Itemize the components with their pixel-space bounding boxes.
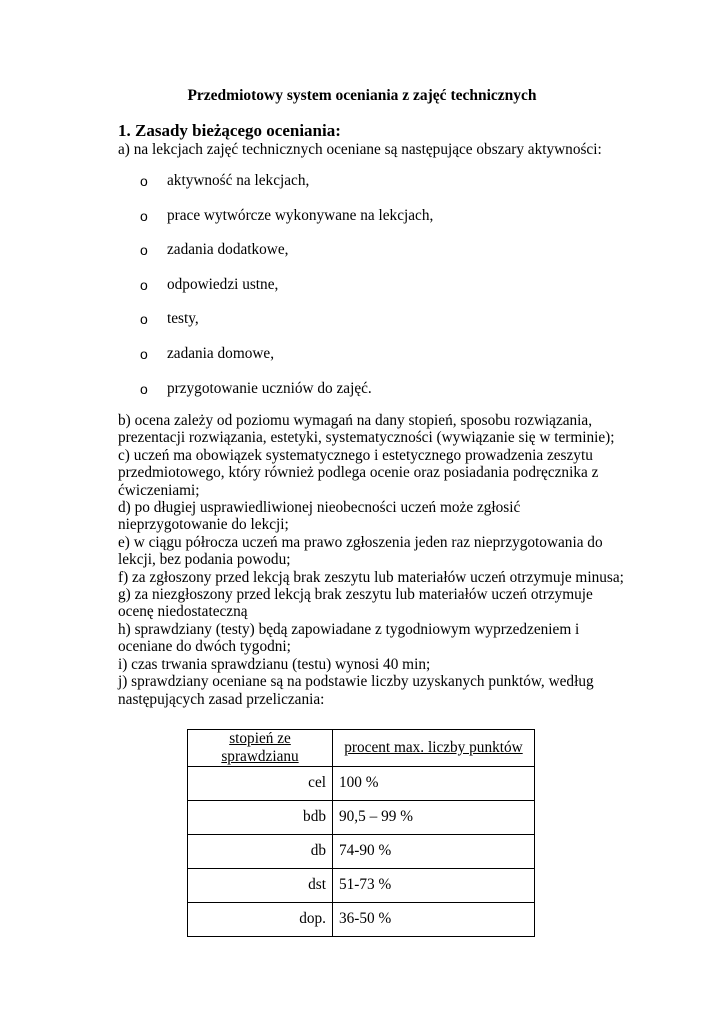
text-line: lekcji, bez podania powodu; [118,551,291,569]
grade-cell: db [188,835,333,869]
list-item-text: odpowiedzi ustne, [167,275,279,293]
text-line: g) za niezgłoszony przed lekcją brak zeszytu lub materiałów uczeń otrzymuje [118,586,593,604]
bullet-circle-icon: o [140,380,148,397]
text-line: i) czas trwania sprawdzianu (testu) wynosi 40 min; [118,655,431,673]
column-header-percent: procent max. liczby punktów [333,730,535,767]
percent-cell: 74-90 % [333,835,535,869]
text-line: oceniane do dwóch tygodni; [118,638,291,656]
list-item-text: aktywność na lekcjach, [167,172,310,189]
text-line: prezentacji rozwiązania, estetyki, systematyczności (wywiązanie się w terminie); [118,429,615,447]
table-row [188,767,535,801]
list-item-text: zadania domowe, [167,344,275,362]
bullet-circle-icon: o [140,345,148,362]
bullet-circle-icon: o [140,311,148,328]
grade-conversion-table [187,729,535,937]
text-line: h) sprawdziany (testy) będą zapowiadane z tygodniowym wyprzedzeniem i [118,620,580,638]
list-item-text: prace wytwórcze wykonywane na lekcjach, [167,206,434,224]
page-title: Przedmiotowy system oceniania z zajęć technicznych [187,87,537,104]
percent-cell: 100 % [333,767,535,801]
text-line: następujących zasad przeliczania: [118,690,325,708]
percent-cell: 51-73 % [333,869,535,903]
text-line: e) w ciągu półrocza uczeń ma prawo zgłoszenia jeden raz nieprzygotowania do [118,533,603,551]
bullet-circle-icon: o [140,242,148,259]
list-item-text: przygotowanie uczniów do zajęć. [167,379,372,397]
table-row [188,835,535,869]
text-line: ocenę niedostateczną [118,603,248,621]
text-line: nieprzygotowanie do lekcji; [118,516,289,534]
column-header-grade: stopień ze sprawdzianu [188,730,333,767]
text-line: c) uczeń ma obowiązek systematycznego i estetycznego prowadzenia zeszytu [118,446,593,464]
list-item-text: testy, [167,310,199,328]
bullet-circle-icon: o [140,207,148,224]
table-row [188,801,535,835]
grade-cell: cel [188,767,333,801]
table-row [188,903,535,937]
text-line: d) po długiej usprawiedliwionej nieobecności uczeń może zgłosić [118,499,521,517]
grade-cell: dst [188,869,333,903]
text-line: b) ocena zależy od poziomu wymagań na dany stopień, sposobu rozwiązania, [118,412,593,429]
bullet-circle-icon: o [140,173,148,189]
percent-cell: 36-50 % [333,903,535,937]
section-heading: 1. Zasady bieżącego oceniania: [118,121,341,140]
grade-cell: bdb [188,801,333,835]
text-line: ćwiczeniami; [118,481,200,499]
table-row [188,869,535,903]
percent-cell: 90,5 – 99 % [333,801,535,835]
text-line: przedmiotowego, który również podlega ocenie oraz posiadania podręcznika z [118,464,599,482]
section-intro: a) na lekcjach zajęć technicznych oceniane są następujące obszary aktywności: [118,141,602,158]
table-header-row [188,730,535,767]
grade-cell: dop. [188,903,333,937]
bullet-circle-icon: o [140,276,148,293]
text-line: j) sprawdziany oceniane są na podstawie liczby uzyskanych punktów, według [118,673,594,691]
rules-text-block [118,412,624,708]
text-line: f) za zgłoszony przed lekcją brak zeszytu lub materiałów uczeń otrzymuje minusa; [118,568,624,586]
list-item-text: zadania dodatkowe, [167,241,289,259]
